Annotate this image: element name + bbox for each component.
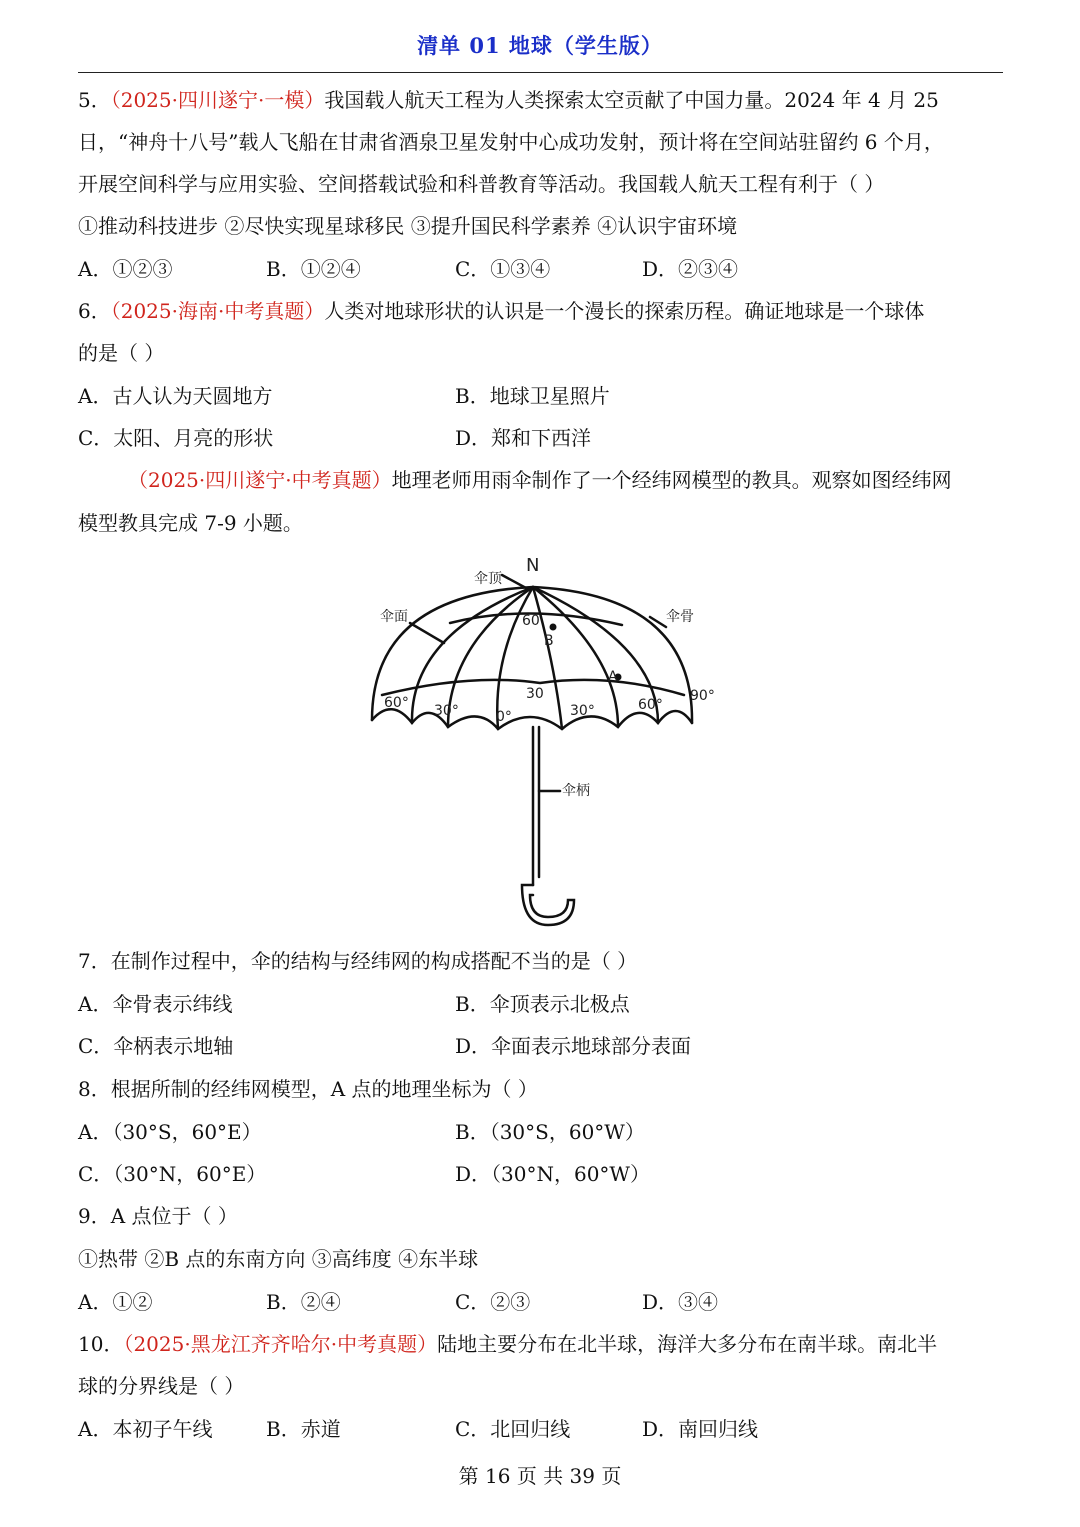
q10-option-d: D．南回归线 [642, 1417, 759, 1441]
q5-number: 5． [78, 88, 111, 112]
q5-text1: 我国载人航天工程为人类探索太空贡献了中国力量。2024 年 4 月 25 [324, 88, 939, 112]
north-label: N [526, 555, 540, 576]
intro79-source: （2025·四川遂宁·中考真题） [128, 468, 392, 492]
q7-option-b: B．伞顶表示北极点 [455, 992, 630, 1016]
q5-option-b: B．①②④ [266, 257, 361, 281]
q10-option-c: C．北回归线 [455, 1417, 571, 1441]
umbrella-graticule-figure [340, 555, 740, 940]
lon-30w-label: 30° [434, 703, 459, 719]
intro79-text1: 地理老师用雨伞制作了一个经纬网模型的教具。观察如图经纬网 [391, 468, 952, 492]
q10-option-a: A．本初子午线 [78, 1417, 213, 1441]
meridian-line [497, 587, 533, 729]
lon-30e-label: 30° [570, 703, 595, 719]
q6-line1 [78, 297, 924, 325]
meridian-line [412, 587, 533, 723]
intro79-line1 [128, 466, 952, 494]
q5-option-a: A．①②③ [78, 257, 173, 281]
umbrella-handle-hook [522, 885, 574, 925]
q5-source: （2025·四川遂宁·一模） [110, 88, 325, 112]
q6-option-a: A．古人认为天圆地方 [78, 384, 273, 408]
q5-line1 [78, 86, 939, 114]
q9-stem: 9．A 点位于（ ） [78, 1204, 238, 1228]
q6-option-b: B．地球卫星照片 [455, 384, 610, 408]
canopy-top-label: 伞顶 [474, 571, 502, 587]
lat30-label: 30 [526, 686, 544, 702]
page-footer: 第 16 页 共 39 页 [458, 1464, 622, 1488]
q5-items: ①推动科技进步 ②尽快实现星球移民 ③提升国民科学素养 ④认识宇宙环境 [78, 214, 738, 238]
q7-option-d: D．伞面表示地球部分表面 [455, 1034, 692, 1058]
q5-line3: 开展空间科学与应用实验、空间搭载试验和科普教育等活动。我国载人航天工程有利于（ ） [78, 172, 885, 196]
q8-option-c: C．（30°N，60°E） [78, 1162, 267, 1186]
q6-source: （2025·海南·中考真题） [110, 299, 325, 323]
q8-option-d: D．（30°N，60°W） [455, 1162, 650, 1186]
q9-option-d: D．③④ [642, 1290, 719, 1314]
q8-stem: 8．根据所制的经纬网模型，A 点的地理坐标为（ ） [78, 1077, 538, 1101]
intro79-line2: 模型教具完成 7-9 小题。 [78, 511, 303, 535]
q8-option-a: A．（30°S，60°E） [78, 1120, 262, 1144]
point-b-label: B [544, 633, 554, 649]
q9-items: ①热带 ②B 点的东南方向 ③高纬度 ④东半球 [78, 1247, 479, 1271]
q9-option-c: C．②③ [455, 1290, 531, 1314]
q9-option-a: A．①② [78, 1290, 153, 1314]
q10-text1: 陆地主要分布在北半球，海洋大多分布在南半球。南北半 [437, 1332, 938, 1356]
lon-60w-label: 60° [384, 695, 409, 711]
lon-60e-label: 60° [638, 697, 663, 713]
q9-option-b: B．②④ [266, 1290, 341, 1314]
lon-0-label: 0° [496, 709, 512, 725]
lat60-label: 60 [522, 613, 540, 629]
q5-line2: 日，“神舟十八号”载人飞船在甘肃省酒泉卫星发射中心成功发射，预计将在空间站驻留约 6 个月， [78, 130, 944, 154]
page-title: 清单 01 地球（学生版） [417, 33, 663, 58]
umbrella-handle-label: 伞柄 [562, 783, 590, 799]
q6-number: 6． [78, 299, 111, 323]
header-divider [78, 72, 1003, 73]
q10-line1 [78, 1330, 937, 1358]
q7-stem: 7．在制作过程中，伞的结构与经纬网的构成搭配不当的是（ ） [78, 949, 638, 973]
canopy-surface-label: 伞面 [380, 609, 408, 625]
q7-option-c: C．伞柄表示地轴 [78, 1034, 234, 1058]
point-a-label: A [608, 669, 618, 685]
lon-90-label: 90° [690, 688, 715, 704]
q10-option-b: B．赤道 [266, 1417, 341, 1441]
q6-text1: 人类对地球形状的认识是一个漫长的探索历程。确证地球是一个球体 [324, 299, 925, 323]
q5-option-c: C．①③④ [455, 257, 551, 281]
q6-option-d: D．郑和下西洋 [455, 426, 592, 450]
q6-option-c: C．太阳、月亮的形状 [78, 426, 274, 450]
canopy-rib-label: 伞骨 [666, 609, 694, 625]
q6-line2: 的是（ ） [78, 341, 165, 365]
q10-source: （2025·黑龙江齐齐哈尔·中考真题） [123, 1332, 438, 1356]
q8-option-b: B．（30°S，60°W） [455, 1120, 645, 1144]
q5-option-d: D．②③④ [642, 257, 739, 281]
q10-number: 10． [78, 1332, 124, 1356]
point-b [550, 624, 557, 631]
q7-option-a: A．伞骨表示纬线 [78, 992, 233, 1016]
q10-line2: 球的分界线是（ ） [78, 1374, 245, 1398]
